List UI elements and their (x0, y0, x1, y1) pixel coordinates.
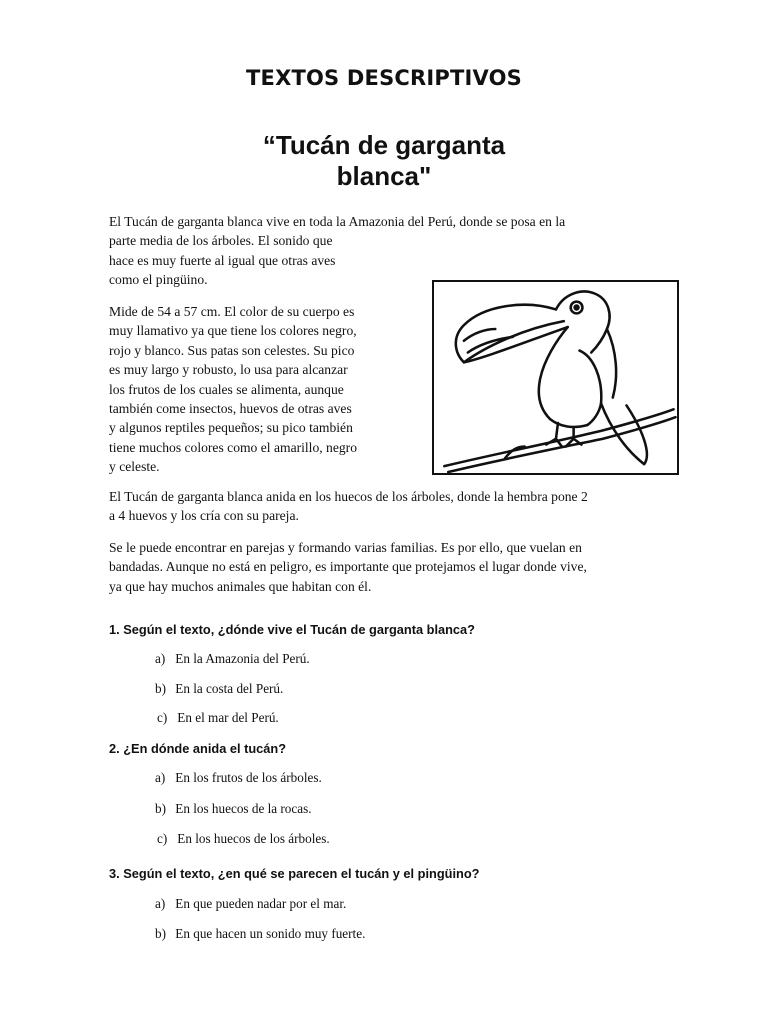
paragraph-description (109, 302, 357, 477)
story-title (0, 130, 768, 192)
leg-right (566, 427, 574, 447)
paragraph-line: El Tucán de garganta blanca vive en toda la Amazonia del Perú, donde se posa en la (109, 214, 566, 229)
paragraph-line: Mide de 54 a 57 cm. El color de su cuerpo es (109, 304, 355, 319)
paragraph-line: los frutos de los cuales se alimenta, aunque (109, 381, 344, 397)
belly-outline (550, 419, 587, 427)
paragraph-line: El Tucán de garganta blanca anida en los huecos de los árboles, donde la hembra pone 2 (109, 489, 588, 504)
paragraph-line: hace es muy fuerte al igual que otras aves (109, 252, 336, 268)
wing-outline (579, 351, 601, 425)
paragraph-line: como el pingüino. (109, 272, 208, 288)
option-text: En el mar del Perú. (177, 710, 279, 725)
option-text: En la Amazonia del Perú. (175, 651, 310, 666)
question-2: 2. ¿En dónde anida el tucán? (109, 741, 287, 756)
option-letter: a) (155, 770, 166, 785)
paragraph-line: también come insectos, huevos de otras aves (109, 401, 352, 417)
paragraph-nesting (109, 487, 588, 526)
paragraph-line: bandadas. Aunque no está en peligro, es importante que protejamos el lugar donde vive, (109, 559, 587, 575)
option-text: En los frutos de los árboles. (175, 770, 322, 785)
option-letter: c) (157, 710, 168, 725)
paragraph-line: parte media de los árboles. El sonido que (109, 233, 333, 249)
question-1-option-a (155, 651, 310, 667)
paragraph-line: y algunos reptiles pequeños; su pico también (109, 420, 353, 436)
question-3-option-b (155, 926, 365, 942)
paragraph-line: muy llamativo ya que tiene los colores negro, (109, 323, 357, 339)
story-title-line-1: “Tucán de garganta (262, 130, 506, 160)
toucan-illustration (432, 280, 679, 475)
paragraph-groups (109, 538, 587, 596)
toucan-drawing (434, 282, 677, 473)
question-2-option-c (157, 831, 330, 847)
paragraph-line: tiene muchos colores como el amarillo, negro (109, 439, 358, 455)
branch-upper-edge (444, 409, 673, 466)
back-outline (607, 329, 616, 398)
option-text: En la costa del Perú. (175, 681, 284, 696)
option-letter: b) (155, 801, 166, 816)
question-1-option-c (157, 710, 279, 726)
question-3: 3. Según el texto, ¿en qué se parecen el tucán y el pingüino? (109, 866, 480, 881)
option-text: En que hacen un sonido muy fuerte. (175, 926, 366, 941)
option-text: En los huecos de los árboles. (177, 831, 330, 846)
paragraph-line: es muy largo y robusto, lo usa para alcanzar (109, 362, 348, 378)
chest-outline (539, 327, 568, 419)
paragraph-line: y celeste. (109, 459, 160, 475)
question-1-option-b (155, 681, 283, 697)
question-3-option-a (155, 896, 346, 912)
paragraph-line: Se le puede encontrar en parejas y formando varias familias. Es por ello, que vuelan en (109, 540, 582, 555)
option-letter: c) (157, 831, 168, 846)
option-letter: a) (155, 896, 166, 911)
paragraph-line: a 4 huevos y los cría con su pareja. (109, 508, 299, 524)
option-letter: b) (155, 681, 166, 696)
paragraph-line: ya que hay muchos animales que habitan con él. (109, 578, 372, 594)
option-letter: a) (155, 651, 166, 666)
option-text: En que pueden nadar por el mar. (175, 896, 347, 911)
beak-marking (464, 329, 495, 341)
story-title-line-2: blanca" (336, 161, 432, 191)
question-1: 1. Según el texto, ¿dónde vive el Tucán de garganta blanca? (109, 622, 475, 637)
question-2-option-a (155, 770, 322, 786)
option-letter: b) (155, 926, 166, 941)
paragraph-habitat (109, 212, 565, 290)
option-text: En los huecos de la rocas. (175, 801, 312, 816)
eye-pupil (575, 306, 579, 310)
question-2-option-b (155, 801, 312, 817)
document-title: TEXTOS DESCRIPTIVOS (246, 66, 522, 90)
paragraph-line: rojo y blanco. Sus patas son celestes. Su pico (109, 342, 355, 358)
